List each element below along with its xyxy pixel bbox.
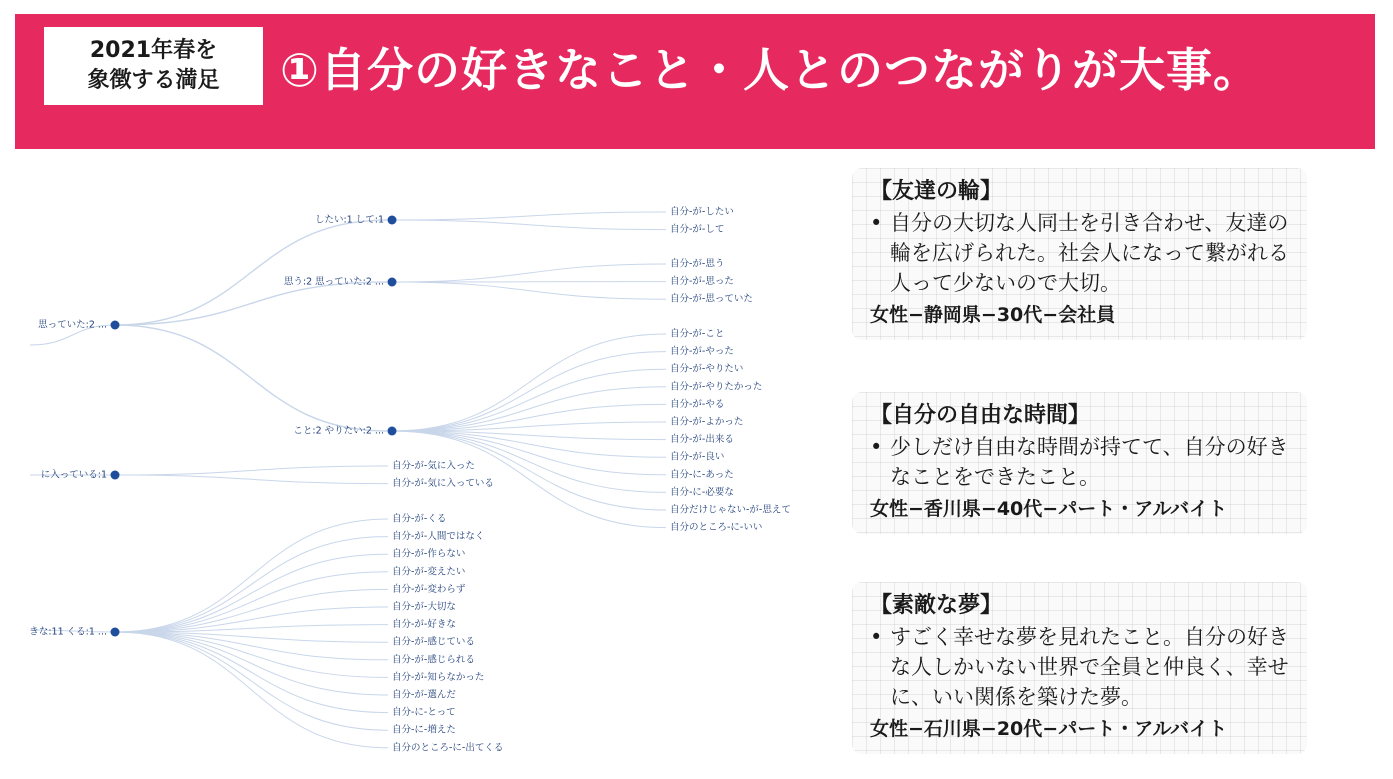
tree-leaf-label: 自分-が-感じている: [392, 636, 475, 648]
quote-card-free-time: [852, 392, 1307, 534]
tree-node-dot[interactable]: [388, 427, 397, 436]
tree-leaf-label: 自分-が-気に入った: [392, 460, 475, 472]
page-title: ①自分の好きなこと・人とのつながりが大事。: [280, 43, 1260, 97]
quote-card-heading: 【自分の自由な時間】: [870, 403, 1091, 428]
tree-link: [115, 572, 388, 632]
season-tag: [44, 27, 263, 105]
tree-leaf-label: 自分-が-人間ではなく: [392, 531, 485, 543]
tree-link: [115, 282, 387, 325]
tree-leaf-label: 自分-が-思った: [670, 276, 734, 288]
season-tag-line2: 象徴する満足: [87, 68, 220, 93]
tree-leaf-label: 自分-が-出来る: [670, 434, 734, 446]
tree-leaf-label: 自分-が-作らない: [392, 548, 466, 560]
tree-link: [115, 632, 388, 677]
tree-link: [392, 352, 666, 431]
tree-leaf-label: 自分-が-くる: [392, 513, 447, 525]
tree-node-label: 思っていた:2 ...: [38, 319, 107, 331]
tree-leaf-label: 自分-が-思う: [670, 258, 725, 270]
quote-card-respondent: 女性−静岡県−30代−会社員: [870, 304, 1116, 326]
tree-leaf-label: 自分-が-やる: [670, 398, 725, 410]
tree-link: [115, 554, 388, 632]
tree-leaf-label: 自分-が-選んだ: [392, 689, 456, 701]
tree-node-label: こと:2 やりたい:2 ...: [293, 425, 384, 437]
quote-card-heading: 【素敵な夢】: [870, 593, 1003, 618]
tree-leaf-label: 自分-に-とって: [392, 707, 456, 719]
tree-leaf-label: 自分-が-やりたい: [670, 363, 744, 375]
tree-leaf-label: 自分-が-したい: [670, 206, 734, 218]
tree-leaf-label: 自分-が-こと: [670, 328, 725, 340]
tree-leaf-label: 自分-に-あった: [670, 469, 734, 481]
tree-link: [392, 220, 666, 230]
tree-leaf-label: 自分のところ-に-いい: [670, 522, 763, 534]
tree-leaf-label: 自分-が-やりたかった: [670, 381, 763, 393]
word-tree-svg: [0, 150, 840, 779]
tree-leaf-label: 自分だけじゃない-が-思えて: [670, 504, 791, 516]
tree-node-dot[interactable]: [388, 278, 397, 287]
tree-leaf-label: 自分-が-変わらず: [392, 583, 466, 595]
tree-link: [392, 212, 666, 220]
tree-leaf-label: 自分-に-増えた: [392, 724, 456, 736]
tree-link: [392, 369, 666, 431]
tree-leaf-label: 自分-が-大切な: [392, 601, 456, 613]
quote-card-body: • すごく幸せな夢を見れたこと。自分の好きな人しかいない世界で全員と仲良く、幸せに、いい関係を築けた夢。: [870, 622, 1293, 712]
season-tag-line1: 2021年春を: [89, 38, 218, 63]
tree-leaf-label: 自分-が-よかった: [670, 416, 744, 428]
tree-link: [115, 466, 388, 475]
quote-card-respondent: 女性−石川県−20代−パート・アルバイト: [870, 718, 1228, 740]
tree-link: [392, 282, 666, 299]
tree-link: [115, 537, 388, 632]
tree-node-label: に入っている:1: [40, 469, 107, 481]
quote-card-body: • 自分の大切な人同士を引き合わせ、友達の輪を広げられた。社会人になって繋がれる人って少ないので大切。: [870, 208, 1293, 298]
quote-card-heading: 【友達の輪】: [870, 179, 1003, 204]
tree-link: [115, 325, 387, 431]
tree-node-dot[interactable]: [111, 628, 120, 637]
tree-leaf-label: 自分-に-必要な: [670, 486, 734, 498]
tree-link: [115, 220, 387, 325]
word-tree: [0, 150, 840, 779]
tree-leaf-label: 自分-が-思っていた: [670, 293, 753, 305]
tree-node-dot[interactable]: [388, 216, 397, 225]
tree-link: [392, 334, 666, 431]
tree-link: [115, 475, 388, 484]
tree-leaf-label: 自分のところ-に-出てくる: [392, 742, 504, 754]
tree-leaf-label: 自分-が-して: [670, 224, 725, 236]
tree-link: [115, 519, 388, 632]
tree-link: [115, 589, 388, 632]
tree-leaf-label: 自分-が-やった: [670, 346, 734, 358]
tree-node-label: きな:11 くる:1 ...: [29, 626, 107, 638]
tree-link: [115, 632, 388, 713]
tree-leaf-label: 自分-が-変えたい: [392, 566, 466, 578]
tree-node-dot[interactable]: [111, 321, 120, 330]
quote-card-dream: [852, 582, 1307, 754]
tree-link: [392, 264, 666, 282]
quote-card-body: • 少しだけ自由な時間が持てて、自分の好きなことをできたこと。: [870, 432, 1293, 492]
quote-card-friends: [852, 168, 1307, 340]
tree-node-dot[interactable]: [111, 471, 120, 480]
tree-node-label: 思う:2 思っていた:2 ...: [283, 276, 384, 288]
tree-leaf-label: 自分-が-知らなかった: [392, 671, 485, 683]
quote-card-respondent: 女性−香川県−40代−パート・アルバイト: [870, 498, 1228, 520]
tree-leaf-label: 自分-が-好きな: [392, 619, 456, 631]
tree-link: [392, 387, 666, 431]
tree-link: [115, 632, 388, 730]
tree-leaf-label: 自分-が-気に入っている: [392, 478, 494, 490]
tree-leaf-label: 自分-が-感じられる: [392, 654, 475, 666]
tree-node-label: したい:1 して:1: [314, 214, 384, 226]
tree-leaf-label: 自分-が-良い: [670, 451, 725, 463]
tree-link: [115, 632, 388, 748]
